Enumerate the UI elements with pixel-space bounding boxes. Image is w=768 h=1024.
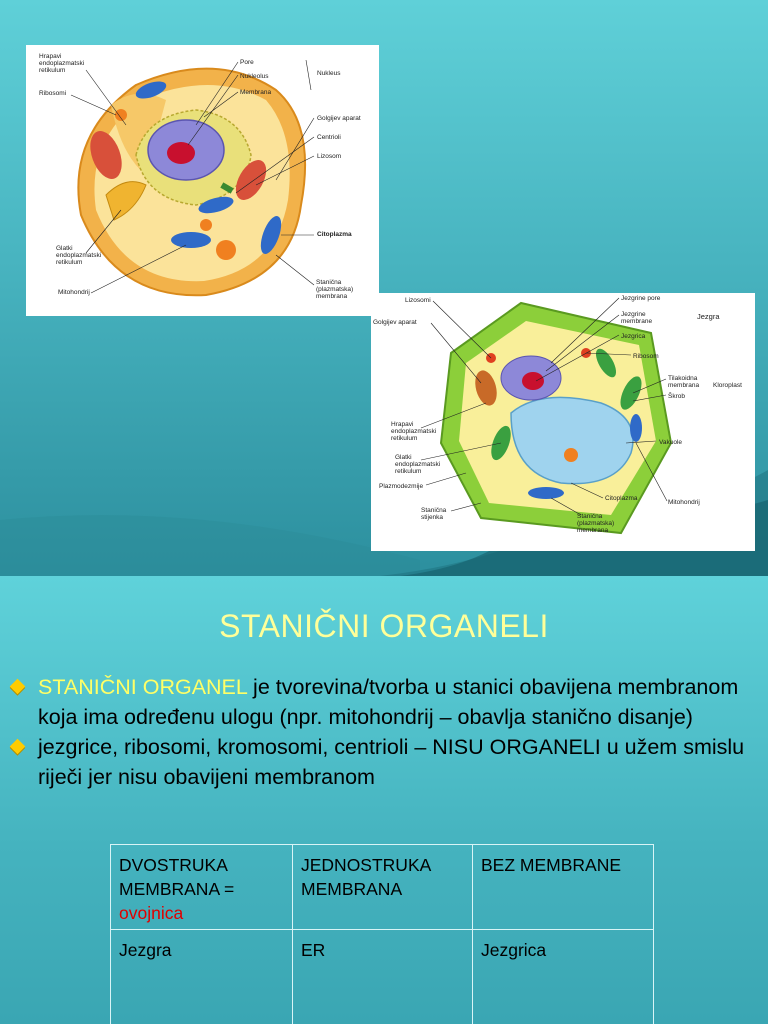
bullet-item-1: [10, 672, 750, 732]
label-hrapavi-er-plant: Hrapavi endoplazmatski retikulum: [391, 421, 437, 442]
label-stanicna-membrana: Stanična (plazmatska) membrana: [316, 279, 354, 300]
label-citoplazma: Citoplazma: [317, 231, 352, 238]
label-lizosom: Lizosom: [317, 153, 342, 160]
label-jezgrine-pore: Jezgrine pore: [621, 295, 661, 302]
table-row: [111, 930, 654, 1024]
label-ribosomi: Ribosomi: [39, 90, 67, 97]
slide-2: [0, 576, 768, 1024]
label-plazmodezmije: Plazmodezmije: [379, 483, 424, 490]
label-hrapavi-er: Hrapavi endoplazmatski retikulum: [39, 53, 85, 74]
label-jezgra: Jezgra: [697, 312, 720, 321]
slide-title: STANIČNI ORGANELI: [219, 608, 549, 644]
bullet-item-2: [10, 732, 750, 792]
label-skrob: Škrob: [668, 393, 685, 400]
label-stanicna-membrana-plant: Stanična (plazmatska) membrana: [577, 513, 615, 534]
diamond-bullet-icon: [10, 679, 26, 695]
label-centrioli: Centrioli: [317, 134, 341, 141]
bullet-2-text: jezgrice, ribosomi, kromosomi, centrioli – NISU ORGANELI u užem smislu riječi jer nisu obavijeni membranom: [38, 735, 745, 789]
label-membrana: Membrana: [240, 89, 272, 96]
bullet-1-text: je tvorevina/tvorba u stanici obavijena membranom koja ima određenu ulogu (npr. mitohondrij – obavlja stanično disanje): [38, 675, 739, 729]
label-lizosomi: Lizosomi: [405, 297, 431, 304]
table-cell: Jezgrica: [473, 930, 654, 1024]
header-dvostruka: DVOSTRUKA MEMBRANA =: [119, 855, 235, 899]
bullet-list: [10, 672, 750, 792]
table-header-row: [111, 845, 654, 930]
label-jezgrica: Jezgrica: [621, 333, 646, 340]
bullet-1-highlight: STANIČNI ORGANEL: [38, 675, 248, 699]
label-kloroplast: Kloroplast: [713, 382, 742, 389]
animal-cell-figure: [26, 45, 379, 316]
label-glatki-er: Glatki endoplazmatski retikulum: [56, 245, 102, 266]
table-cell: ER: [293, 930, 473, 1024]
label-jezgrine-membrane: Jezgrine membrane: [621, 311, 653, 325]
table-header-cell: [473, 845, 654, 930]
header-jednostruka: JEDNOSTRUKA MEMBRANA: [301, 855, 431, 899]
organelle-table: [110, 844, 654, 1024]
label-pore: Pore: [240, 59, 254, 66]
diamond-bullet-icon: [10, 739, 26, 755]
label-tilakoidna-membrana: Tilakoidna membrana: [668, 375, 700, 389]
label-golgi-plant: Golgijev aparat: [373, 319, 417, 326]
label-ribosom: Ribosom: [633, 353, 659, 360]
label-stanicna-stijenka: Stanična stijenka: [421, 507, 447, 521]
animal-cell-diagram: [26, 45, 379, 316]
label-vakuole: Vakuole: [659, 439, 683, 446]
label-nukleolus: Nukleolus: [240, 73, 269, 80]
header-bez: BEZ MEMBRANE: [481, 855, 622, 875]
plant-cell-figure: [371, 293, 755, 551]
label-nukleus: Nukleus: [317, 70, 341, 77]
label-golgi: Golgijev aparat: [317, 115, 361, 122]
header-ovojnica: ovojnica: [119, 903, 184, 923]
label-citoplazma-plant: Citoplazma: [605, 495, 638, 502]
table-cell: Jezgra: [111, 930, 293, 1024]
table-header-cell: [111, 845, 293, 930]
label-mitohondrij-plant: Mitohondrij: [668, 499, 700, 506]
label-mitohondrij: Mitohondrij: [58, 289, 90, 296]
label-glatki-er-plant: Glatki endoplazmatski retikulum: [395, 454, 441, 475]
table-header-cell: [293, 845, 473, 930]
